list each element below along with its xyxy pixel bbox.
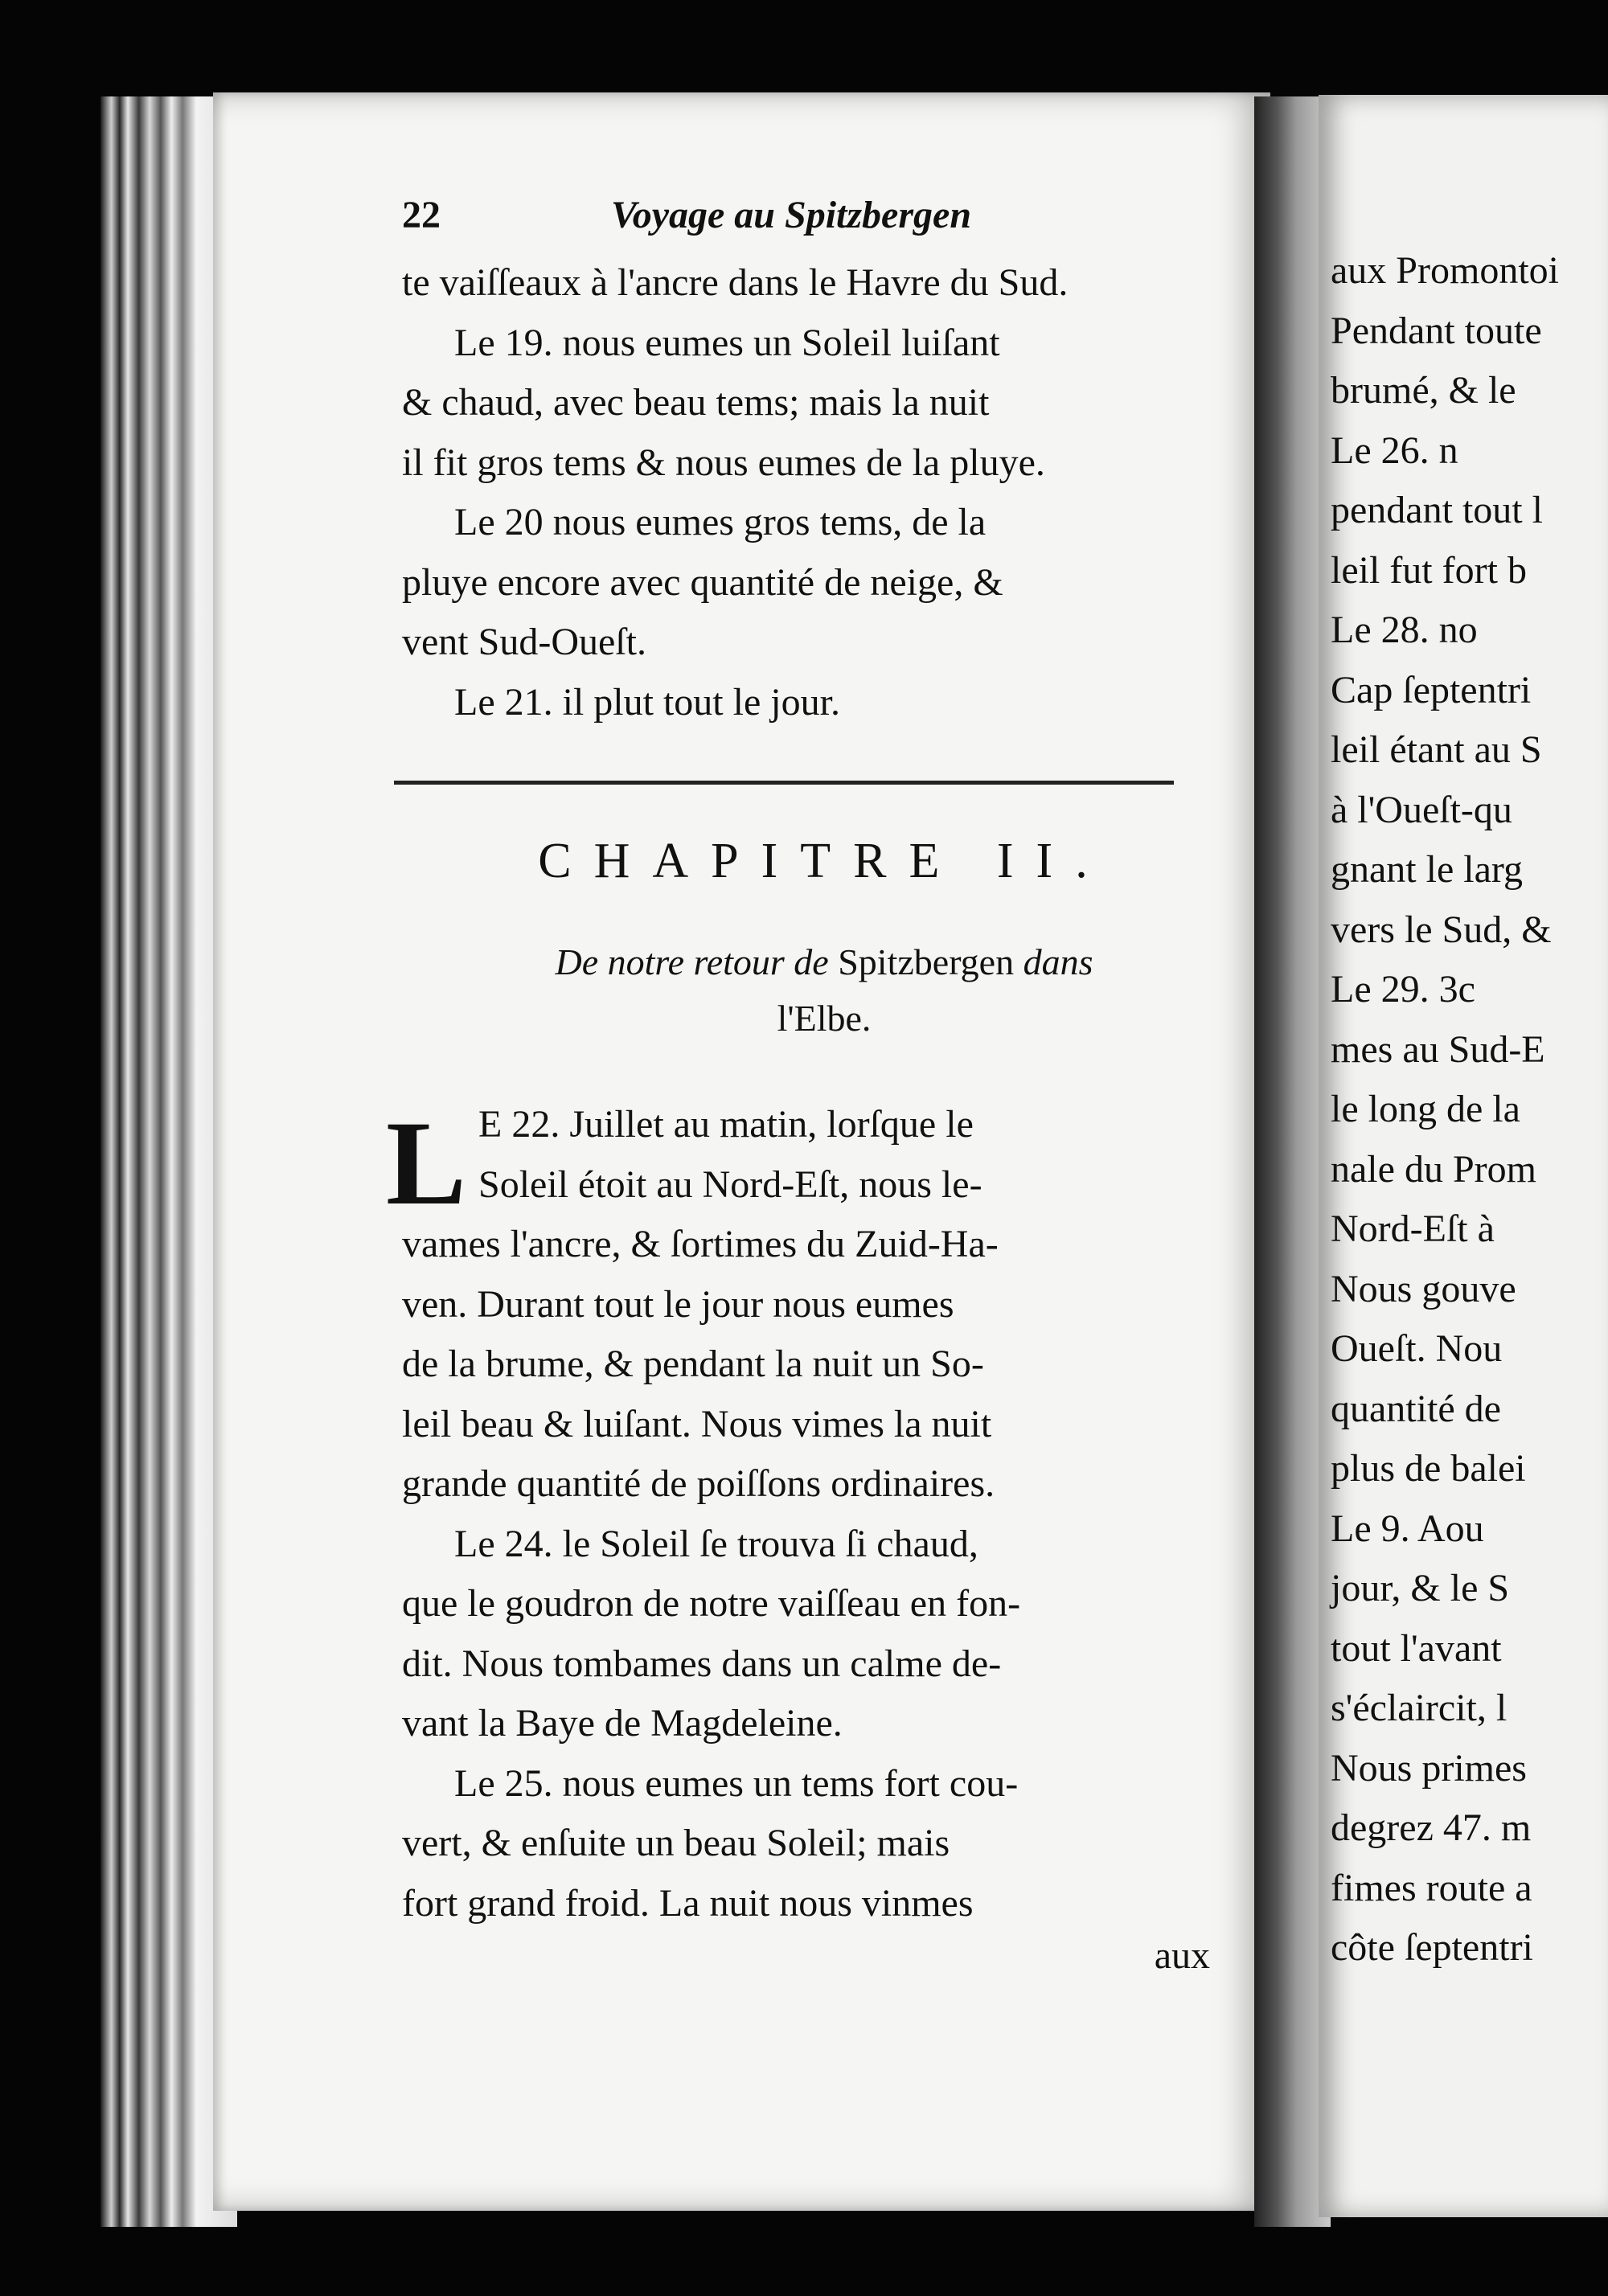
text-line: Nous gouve	[1331, 1267, 1516, 1310]
text-line: Nord-Eſt à	[1331, 1207, 1495, 1250]
text-line: Le 20 nous eumes gros tems, de la	[454, 501, 987, 543]
text-line: quantité de	[1331, 1387, 1501, 1430]
running-title: Voyage au Spitzbergen	[611, 194, 972, 236]
text-line: Le 25. nous eumes un tems fort cou-	[454, 1761, 1019, 1805]
text-line: nale du Prom	[1331, 1147, 1536, 1191]
text-line: de la brume, & pendant la nuit un So-	[402, 1343, 984, 1385]
text-line: mes au Sud-E	[1331, 1027, 1545, 1071]
text-line: pluye encore avec quantité de neige, &	[402, 560, 1003, 604]
text-line: grande quantité de poiſſons ordinaires.	[402, 1462, 995, 1505]
text-line: Le 21. il plut tout le jour.	[454, 680, 840, 724]
text-line: vant la Baye de Magdeleine.	[402, 1702, 843, 1745]
text-line: gnant le larg	[1331, 848, 1524, 891]
text-line: plus de balei	[1331, 1447, 1526, 1490]
chapter-subtitle	[402, 934, 1246, 1047]
page-header	[402, 193, 1246, 253]
text-line: Soleil étoit au Nord-Eſt, nous le-	[478, 1162, 982, 1206]
text-line: que le goudron de notre vaiſſeau en fon-	[402, 1582, 1021, 1625]
subtitle-place: l'Elbe.	[777, 998, 872, 1039]
subtitle-part: De notre retour de	[555, 941, 829, 982]
text-line: degrez 47. m	[1331, 1806, 1532, 1849]
text-line: à l'Oueſt-qu	[1331, 788, 1512, 831]
text-line: Le 24. le Soleil ſe trouva ſi chaud,	[454, 1522, 978, 1565]
text-line: Le 19. nous eumes un Soleil luiſant	[454, 321, 1000, 364]
drop-cap-lines	[402, 1095, 1246, 1215]
text-line: fort grand froid. La nuit nous vinmes	[402, 1881, 974, 1925]
text-line: E 22. Juillet au matin, lorſque le	[478, 1103, 974, 1146]
text-line: aux Promontoi	[1331, 249, 1559, 292]
text-line: tout l'avant	[1331, 1626, 1502, 1670]
text-line: il fit gros tems & nous eumes de la pluye.	[402, 441, 1045, 484]
text-line: Pendant toute	[1331, 309, 1542, 352]
text-line: Le 9. Aou	[1331, 1507, 1484, 1550]
page-number: 22	[402, 194, 441, 236]
text-line: & chaud, avec beau tems; mais la nuit	[402, 381, 990, 424]
text-line: s'éclaircit, l	[1331, 1687, 1508, 1729]
chapter-body	[386, 1095, 1246, 1978]
text-line: Le 28. no	[1331, 609, 1478, 651]
text-line: Cap ſeptentri	[1331, 668, 1532, 711]
opening-paragraphs	[402, 253, 1246, 732]
text-line: pendant tout l	[1331, 489, 1543, 531]
text-line: le long de la	[1331, 1088, 1520, 1130]
drop-cap: L	[386, 1097, 467, 1230]
chapter-title: CHAPITRE II.	[538, 834, 1110, 888]
text-line: Le 29. 3c	[1331, 968, 1475, 1011]
text-line: vers le Sud, &	[1331, 908, 1552, 951]
text-line: Nous primes	[1331, 1746, 1527, 1790]
text-line: vert, & enſuite un beau Soleil; mais	[402, 1822, 950, 1864]
section-divider	[394, 781, 1174, 785]
text-line: leil fut fort b	[1331, 548, 1527, 592]
text-line: vames l'ancre, & ſortimes du Zuid-Ha-	[402, 1223, 999, 1265]
left-page-text	[386, 193, 1246, 1978]
text-line: vent Sud-Oueſt.	[402, 621, 646, 663]
text-line: brumé, & le	[1331, 369, 1516, 412]
chapter-paragraphs	[402, 1215, 1246, 1933]
catchword: aux	[1154, 1934, 1210, 1977]
text-line: jour, & le S	[1331, 1567, 1510, 1609]
text-line: leil beau & luiſant. Nous vimes la nuit	[402, 1402, 992, 1445]
text-line: Le 26. n	[1331, 428, 1458, 472]
text-line: te vaiſſeaux à l'ancre dans le Havre du Sud.	[402, 261, 1069, 304]
text-line: dit. Nous tombames dans un calme de-	[402, 1642, 1002, 1685]
text-line: Oueſt. Nou	[1331, 1327, 1503, 1370]
text-line: ven. Durant tout le jour nous eumes	[402, 1282, 954, 1326]
right-page-text	[1331, 241, 1608, 1978]
subtitle-part: dans	[1023, 941, 1093, 982]
text-line: leil étant au S	[1331, 728, 1542, 771]
text-line: côte ſeptentri	[1331, 1926, 1533, 1969]
subtitle-place: Spitzbergen	[838, 941, 1015, 982]
text-line: fimes route a	[1331, 1866, 1532, 1909]
